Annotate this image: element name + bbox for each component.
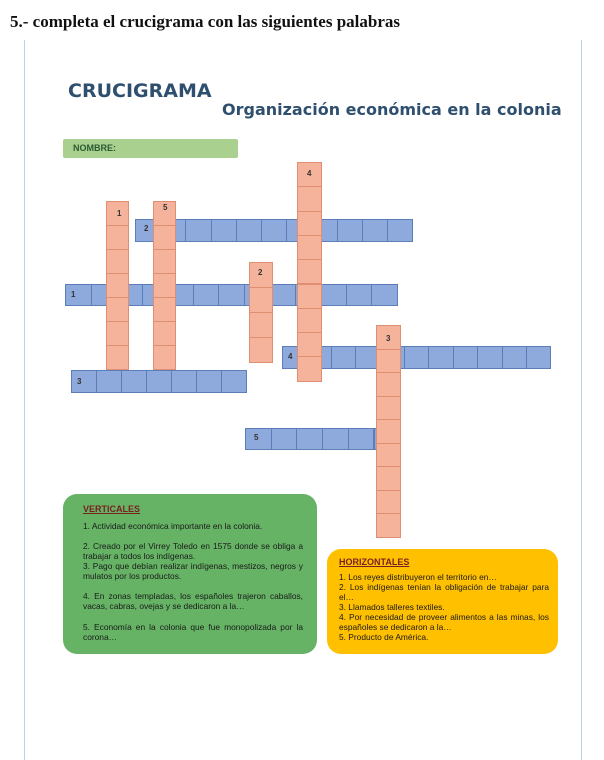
grid-number-h4: 4 <box>288 352 293 361</box>
crossword-h4-cell[interactable] <box>331 346 356 369</box>
crossword-v4-cell[interactable] <box>297 356 322 381</box>
grid-number-h2: 2 <box>144 224 149 233</box>
crossword-h2-cell[interactable] <box>371 284 398 306</box>
crossword-h5-cell[interactable] <box>322 428 349 450</box>
crossword-v4-cell[interactable] <box>297 235 322 260</box>
crossword-v3-cell[interactable] <box>376 419 401 444</box>
crossword-v3-cell[interactable] <box>376 513 401 538</box>
vertical-clue-4: 4. En zonas templadas, los españoles trajeron caballos, vacas, cabras, ovejas y se dedicaron a la… <box>83 591 303 611</box>
grid-number-v5: 5 <box>163 203 168 212</box>
crossword-v5-cell[interactable] <box>153 345 176 370</box>
crossword-h1-cell[interactable] <box>185 219 211 242</box>
crossword-v2-cell[interactable] <box>249 287 273 313</box>
grid-number-v1: 1 <box>117 209 122 218</box>
crossword-title: CRUCIGRAMA <box>68 80 212 102</box>
crossword-h2-cell[interactable] <box>320 284 347 306</box>
crossword-h5-cell[interactable] <box>296 428 323 450</box>
name-label: NOMBRE: <box>73 143 116 153</box>
task-title: 5.- completa el crucigrama con las siguientes palabras <box>10 12 401 31</box>
vertical-clue-5: 5. Economía en la colonia que fue monopolizada por la corona… <box>83 622 303 642</box>
crossword-v1-cell[interactable] <box>106 225 129 250</box>
crossword-v1-cell[interactable] <box>106 249 129 274</box>
crossword-v3-cell[interactable] <box>376 372 401 397</box>
crossword-h4-cell[interactable] <box>428 346 453 369</box>
crossword-h4-cell[interactable] <box>477 346 502 369</box>
horizontals-box <box>327 549 558 654</box>
crossword-v4-cell[interactable] <box>297 259 322 284</box>
grid-number-h5: 5 <box>254 433 259 442</box>
grid-number-h1: 1 <box>71 290 76 299</box>
crossword-h5-cell[interactable] <box>271 428 298 450</box>
crossword-h4-cell[interactable] <box>453 346 478 369</box>
verticals-box <box>63 494 317 654</box>
grid-number-v4: 4 <box>307 169 312 178</box>
crossword-h3-cell[interactable] <box>71 370 97 393</box>
crossword-h1-cell[interactable] <box>261 219 287 242</box>
crossword-v4-cell[interactable] <box>297 308 322 333</box>
crossword-v3-cell[interactable] <box>376 490 401 515</box>
crossword-h1-cell[interactable] <box>362 219 388 242</box>
crossword-v5-cell[interactable] <box>153 297 176 322</box>
horizontal-clue-1: 1. Los reyes distribuyeron el territorio en… <box>339 572 497 582</box>
crossword-subtitle: Organización económica en la colonia <box>222 100 562 119</box>
crossword-v4-cell[interactable] <box>297 332 322 357</box>
crossword-h3-cell[interactable] <box>146 370 172 393</box>
horizontal-clue-2: 2. Los indígenas tenían la obligación de trabajar para el… <box>339 582 549 602</box>
grid-number-h3: 3 <box>77 377 82 386</box>
grid-number-v3: 3 <box>386 334 391 343</box>
crossword-v3-cell[interactable] <box>376 396 401 421</box>
crossword-v4-cell[interactable] <box>297 211 322 236</box>
crossword-v1-cell[interactable] <box>106 297 129 322</box>
crossword-v2-cell[interactable] <box>249 337 273 363</box>
crossword-h5-cell[interactable] <box>348 428 375 450</box>
crossword-v3-cell[interactable] <box>376 443 401 468</box>
horizontal-clue-4: 4. Por necesidad de proveer alimentos a las minas, los españoles se dedicaron a la… <box>339 612 549 632</box>
crossword-v5-cell[interactable] <box>153 249 176 274</box>
crossword-h2-cell[interactable] <box>65 284 92 306</box>
crossword-h2-cell[interactable] <box>218 284 245 306</box>
crossword-h3-cell[interactable] <box>196 370 222 393</box>
crossword-h3-cell[interactable] <box>96 370 122 393</box>
vertical-clue-1: 1. Actividad económica importante en la colonia. <box>83 521 263 531</box>
crossword-h1-cell[interactable] <box>387 219 413 242</box>
crossword-v4-cell[interactable] <box>297 186 322 211</box>
crossword-h3-cell[interactable] <box>221 370 247 393</box>
crossword-v3-cell[interactable] <box>376 466 401 491</box>
crossword-h3-cell[interactable] <box>121 370 147 393</box>
crossword-h4-cell[interactable] <box>404 346 429 369</box>
verticals-heading: VERTICALES <box>83 504 141 514</box>
crossword-h2-cell[interactable] <box>346 284 373 306</box>
crossword-h1-cell[interactable] <box>337 219 363 242</box>
crossword-v4-cell[interactable] <box>297 284 322 309</box>
horizontal-clue-5: 5. Producto de América. <box>339 632 429 642</box>
crossword-v5-cell[interactable] <box>153 225 176 250</box>
horizontal-clue-3: 3. Llamados talleres textiles. <box>339 602 445 612</box>
crossword-v1-cell[interactable] <box>106 345 129 370</box>
crossword-h2-cell[interactable] <box>193 284 220 306</box>
vertical-clue-2: 2. Creado por el Virrey Toledo en 1575 donde se obliga a trabajar a todos los indígenas. <box>83 541 303 561</box>
horizontals-heading: HORIZONTALES <box>339 557 410 567</box>
name-field[interactable] <box>63 139 238 158</box>
crossword-h1-cell[interactable] <box>211 219 237 242</box>
crossword-v2-cell[interactable] <box>249 312 273 338</box>
crossword-v1-cell[interactable] <box>106 321 129 346</box>
crossword-h1-cell[interactable] <box>236 219 262 242</box>
grid-number-v2: 2 <box>258 268 263 277</box>
crossword-h4-cell[interactable] <box>526 346 551 369</box>
crossword-v1-cell[interactable] <box>106 273 129 298</box>
vertical-clue-3: 3. Pago que debían realizar indígenas, mestizos, negros y mulatos por los productos. <box>83 561 303 581</box>
crossword-v3-cell[interactable] <box>376 349 401 374</box>
crossword-h3-cell[interactable] <box>171 370 197 393</box>
crossword-v5-cell[interactable] <box>153 321 176 346</box>
crossword-v5-cell[interactable] <box>153 273 176 298</box>
crossword-h4-cell[interactable] <box>502 346 527 369</box>
